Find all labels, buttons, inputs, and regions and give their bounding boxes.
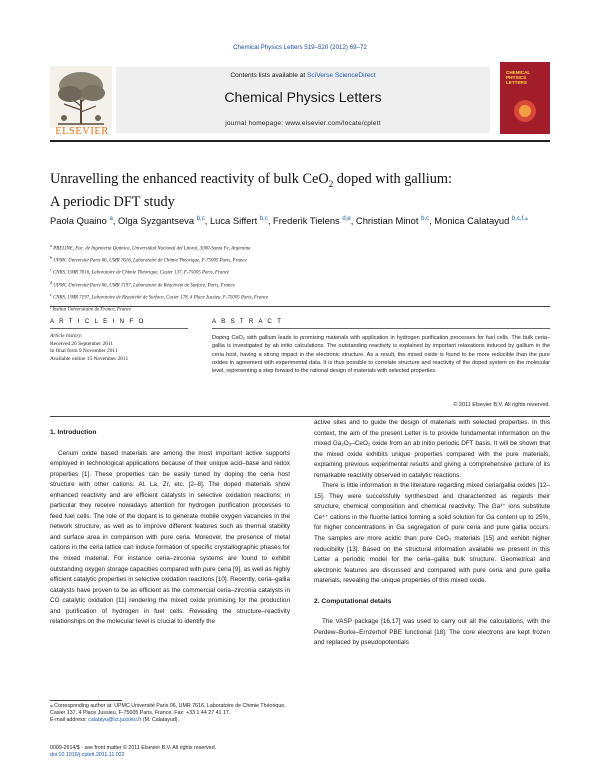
title-subscript: 2 xyxy=(328,178,334,189)
email-label: E-mail address: xyxy=(50,717,89,724)
intro-paragraph-1: Cerium oxide based materials are among the most important active supports employed in technological applications because of their unique acid–base and redox properties [1]. These properties can be easily tuned by doping the ceria host structure with other cations: Al, La, Zr, etc. [2–8]. The doped materials show enhanced reactivity and are efficient catalysts in selective oxidation reactions; in particular they receive nowadays attention for hydrogen purification processes to feed fuel cells. The role of the dopant is to generate mobile oxygen vacancies in the network structure, as well as to improve different features such as thermal stability and surface area in comparison with pure ceria. Moreover, the presence of metal cations in the ceria lattice can induce formation of specific crystallographic phases for the mixed material. For instance ceria–zirconia systems are found to exhibit outstanding oxygen storage capacities compared with pure ceria [9], as well as highly efficient catalytic properties in selective oxidation reactions [10]. Recently, ceria–gallia catalysts have proven to be as efficient as the commercial ceria–zirconia catalysts in CO catalytic oxidation [11] rendering the mixed oxide promising for the production and purification of hydrogen in fuel cells. Revealing the structure–reactivity relationships on the molecular level is crucial to identify the xyxy=(50,449,290,626)
section-heading-computational: 2. Computational details xyxy=(314,597,392,605)
footnote-rule xyxy=(50,700,122,701)
abstract-bottom-rule xyxy=(50,416,550,417)
left-column xyxy=(50,428,290,628)
affiliation xyxy=(50,291,550,303)
author[interactable]: Frederik Tielens xyxy=(273,215,340,227)
abstract-copyright: © 2011 Elsevier B.V. All rights reserved. xyxy=(453,402,550,408)
affil-text: CNRS, UMR 7616, Laboratoire de Chimie Théorique, Casier 137, F-75005 Paris, France xyxy=(53,271,230,277)
article-info-heading: A R T I C L E I N F O xyxy=(50,318,146,325)
cover-title: CHEMICAL PHYSICS LETTERS xyxy=(506,70,531,86)
author-affil-mark: b,c xyxy=(421,216,430,222)
contents-prefix: Contents lists available at xyxy=(230,72,308,79)
affil-text: CNRS, UMR 7197, Laboratoire de Réactivité de Surface, Casier 178, 4 Place Jussieu, F-75005 Paris, France xyxy=(53,295,269,301)
affil-mark: a xyxy=(50,243,52,248)
author-affil-mark: d,e xyxy=(342,216,351,222)
journal-cover xyxy=(500,62,550,134)
affil-text: Institut Universitaire de France, France xyxy=(52,307,132,313)
computational-paragraph-1: The VASP package [16,17] was used to carry out all the calculations, with the Perdew–Burke–Ernzerhof PBE functional [18]. The core electrons are kept frozen and replaced by pseudopotentials xyxy=(314,618,550,647)
history-label: Article history: xyxy=(50,333,83,339)
author-list: Paola Quaino $^a$, Olga Syzgantseva $^{b,c}$, Luca Siffert $^{b,c}$, Frederik Tielens $^{d,e}$, Christian Minot $^{b,c}$, Monica Calatayud $^{b,c,f,⁎}$ xyxy=(50,215,528,227)
author-affil-mark: b,c,f,⁎ xyxy=(511,216,528,222)
issn-block xyxy=(50,745,290,760)
right-paragraph-1: active sites and to guide the design of materials with selected properties. In this context, the aim of the present Letter is to provide fundamental information on the mixed Ga₂O₃–CeO₂ oxide from an ab initio periodic DFT basis. It will be shown that the mixed oxide exhibits unique properties compared with the pure materials, explaining previous experimental results and giving a comprehensive picture of its remarkable reactivity observed in catalytic reactions. xyxy=(314,419,550,479)
history-revised: In final form 9 November 2011 xyxy=(50,348,118,355)
affil-text: PRELINE, Fac. de Ingeniería Química, Universidad Nacional del Litoral, 3000-Santa Fe, Argentina xyxy=(53,246,251,252)
title-line1-before: Unravelling the enhanced reactivity of bulk CeO xyxy=(50,171,329,187)
author-affil-mark: a xyxy=(109,216,113,222)
affiliation-rule xyxy=(50,306,550,307)
section-heading-introduction: 1. Introduction xyxy=(50,429,97,436)
affiliation xyxy=(50,266,550,278)
elsevier-tree-logo xyxy=(50,66,112,128)
affil-mark: b xyxy=(50,255,52,261)
email-suffix: (M. Calatayud). xyxy=(141,717,180,724)
affil-mark: d xyxy=(50,279,52,285)
author-affil-mark: b,c xyxy=(196,216,205,222)
abstract-rule xyxy=(212,328,550,329)
cover-graphic-icon xyxy=(508,96,542,126)
affil-mark: e xyxy=(50,291,52,297)
history-received: Received 26 September 2011 xyxy=(50,340,114,347)
doi-link[interactable]: doi:10.1016/j.cplett.2011.11.022 xyxy=(50,752,125,759)
homepage-link[interactable]: www.elsevier.com/locate/cplett xyxy=(285,120,381,127)
affiliation xyxy=(50,279,550,291)
journal-homepage xyxy=(116,120,490,127)
affiliation xyxy=(50,303,550,315)
contents-line xyxy=(116,72,490,79)
journal-masthead xyxy=(50,60,550,140)
article-title xyxy=(50,170,550,211)
affil-text: UPMC Université Paris 06, UMR 7197, Laboratoire de Réactivité de Surface, Paris, France xyxy=(53,283,235,289)
author[interactable]: Paola Quaino xyxy=(50,215,107,227)
affiliation xyxy=(50,242,550,254)
history-online: Available online 15 November 2011 xyxy=(50,355,129,362)
sciencedirect-link[interactable]: SciVerse ScienceDirect xyxy=(307,72,376,79)
running-head: Chemical Physics Letters 519–520 (2012) 69–72 xyxy=(233,44,367,51)
right-column xyxy=(314,418,550,649)
abstract-text: Doping CeO₂ with gallium leads to promising materials with application in hydrogen purification processes for fuel cells. The bulk ceria–gallia is investigated by ab initio calculations. The outstanding reactivity is explained by important relaxations induced by gallium in the ceria host, having a strong impact in the electronic structure. As a result, the mixed oxide is found to be more reducible than the pure oxides in agreement with experimental data. It is thus possible to correlate structure and reactivity of the doped system on the molecular level, representing a step forward to the rational design of materials with selected properties. xyxy=(212,335,550,375)
right-paragraph-2: There is little information in the literature regarding mixed ceria/gallia oxides [12–15]. They were successfully synthesized and characterized as regards their structure, chemical composition and chemical reactivity. The Ga³⁺ ions substitute Ce⁴⁺ cations in the fluorite lattice forming a solid solution for Ga content up to 25%, for higher concentrations in Ga segregation of pure ceria and pure gallia occurs. The samples are more acidic than pure CeO₂ materials [15] and exhibit higher reducibility [13]. Based on the structural information available we present in this Letter a periodic model for the ceria–gallia bulk structure. Geometrical and electronic features are discussed and compared with pure ceria and pure gallia materials, revealing the unique properties of this mixed oxide. xyxy=(314,482,550,585)
corresponding-author-footnote xyxy=(50,703,290,725)
author[interactable]: Olga Syzgantseva xyxy=(118,215,195,227)
affiliation xyxy=(50,254,550,266)
article-history xyxy=(50,333,190,363)
homepage-prefix: journal homepage: xyxy=(225,120,286,127)
author[interactable]: Christian Minot xyxy=(355,215,419,227)
affil-text: UPMC Université Paris 06, UMR 7616, Laboratoire de Chimie Théorique, F-75005 Paris, France xyxy=(53,258,247,264)
title-line1-after: doped with gallium: xyxy=(333,171,452,187)
title-line2: A periodic DFT study xyxy=(50,193,175,210)
article-info-rule xyxy=(50,328,188,329)
author[interactable]: Monica Calatayud xyxy=(434,215,510,227)
issn-line: 0009-2614/$ - see front matter © 2011 Elsevier B.V. All rights reserved. xyxy=(50,745,217,751)
affiliations xyxy=(50,242,550,315)
email-link[interactable]: calatayu@lct.jussieu.fr xyxy=(88,717,142,724)
affil-mark: c xyxy=(50,267,52,273)
abstract-heading: A B S T R A C T xyxy=(212,318,283,325)
masthead-rule xyxy=(50,140,550,142)
email-line xyxy=(50,717,290,724)
journal-title: Chemical Physics Letters xyxy=(224,89,382,105)
corresponding-text: ⁎ Corresponding author at: UPMC Université Paris 06, UMR 7616, Laboratoire de Chimie Théorique, Casier 137, 4 Place Jussieu, F-75005 Paris, France. Fax: +33 1 44 27 41 17. xyxy=(50,703,286,717)
author[interactable]: Luca Siffert xyxy=(209,215,258,227)
author-affil-mark: b,c xyxy=(259,216,268,222)
publisher-name: ELSEVIER xyxy=(55,126,109,137)
